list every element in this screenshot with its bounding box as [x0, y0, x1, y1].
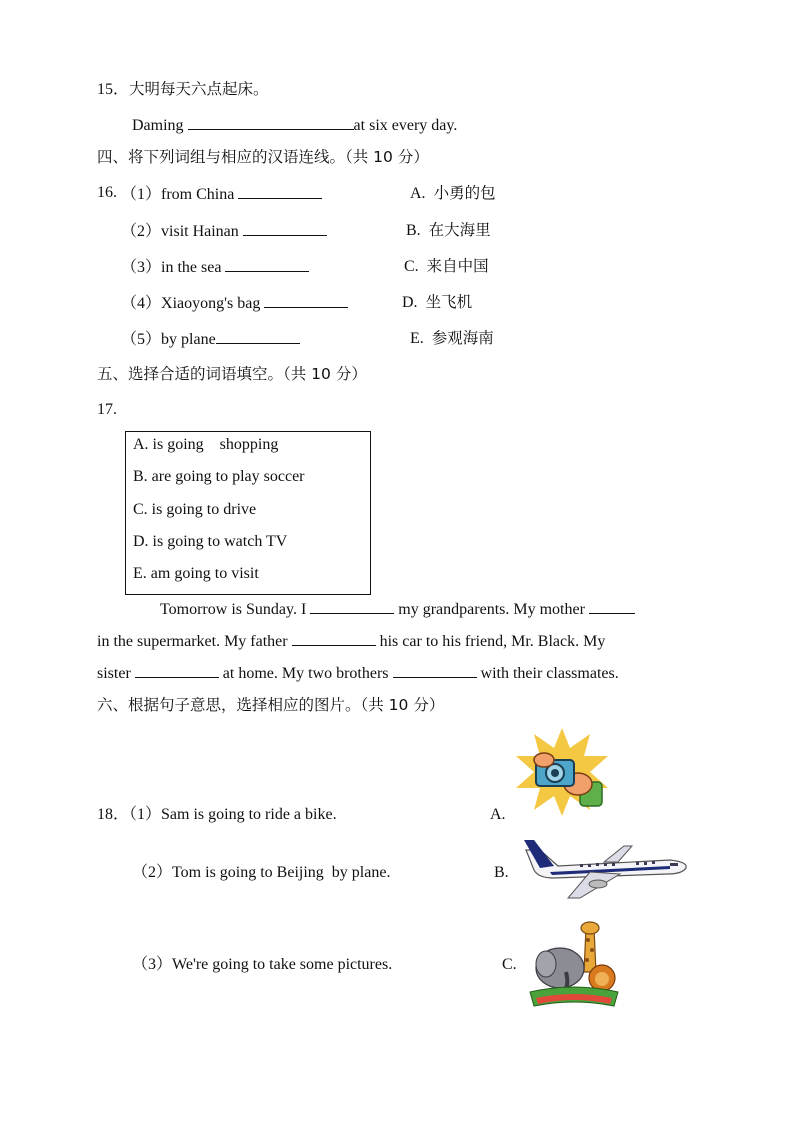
section4-heading: 四、将下列词组与相应的汉语连线。（共 10 分）	[97, 148, 429, 166]
giraffe-head	[581, 922, 599, 934]
item-text: in the sea	[161, 259, 222, 276]
answer-blank[interactable]	[310, 598, 394, 614]
passage-text: in the supermarket. My father	[97, 633, 292, 650]
zoo-animals-picture	[526, 918, 622, 1010]
picture-label-c: C.	[502, 956, 517, 973]
fingers-shape	[534, 753, 554, 767]
option-letter: E.	[410, 330, 424, 347]
word-bank-box	[125, 431, 371, 595]
answer-blank[interactable]	[188, 114, 354, 130]
option-letter: C.	[404, 258, 419, 275]
answer-blank[interactable]	[292, 630, 376, 646]
item-text: Xiaoyong's bag	[161, 295, 261, 312]
q15-suffix: at six every day.	[353, 117, 458, 134]
camera-picture	[514, 728, 610, 816]
match-left-1	[121, 183, 322, 205]
q16-number: 16.	[97, 184, 117, 201]
passage-text: Tomorrow is Sunday. I	[160, 601, 311, 618]
answer-blank[interactable]	[393, 662, 477, 678]
item-text: by plane	[161, 331, 216, 348]
passage-line-1	[160, 598, 635, 620]
q18-item-2	[132, 863, 390, 883]
passage-text: at home. My two brothers	[218, 665, 393, 682]
passage-line-2	[97, 630, 605, 652]
answer-blank[interactable]	[135, 662, 219, 678]
question-number: 15．	[97, 81, 130, 98]
match-right-e	[410, 328, 494, 349]
option-text: 坐飞机	[425, 293, 473, 311]
q15-line	[97, 79, 269, 100]
item-text: visit Hainan	[161, 223, 239, 240]
match-right-c	[404, 256, 489, 277]
picture-label-b: B.	[494, 864, 509, 881]
plane-wing-top	[604, 846, 632, 862]
match-right-a	[410, 183, 496, 204]
option-letter: B.	[406, 222, 421, 239]
item-num: （1）	[121, 186, 162, 203]
option-letter: A.	[410, 185, 426, 202]
item-num: （2）	[121, 223, 162, 240]
item-num: （3）	[121, 259, 162, 276]
option-text: 小勇的包	[433, 184, 496, 202]
match-left-2	[121, 220, 327, 242]
lion-face	[595, 972, 609, 986]
match-left-3	[121, 256, 309, 278]
item-text: from China	[161, 186, 235, 203]
item-text: Sam is going to ride a bike.	[161, 806, 337, 823]
airplane-picture	[520, 836, 692, 906]
word-bank-option-e: E. am going to visit	[133, 565, 259, 582]
item-num: （1）	[129, 806, 162, 823]
item-num: （2）	[132, 864, 173, 881]
item-num: （4）	[121, 295, 162, 312]
item-text: Tom is going to Beijing by plane.	[172, 864, 391, 881]
camera-lens-inner	[551, 769, 559, 777]
item-num: （5）	[121, 331, 162, 348]
word-bank-option-d: D. is going to watch TV	[133, 533, 288, 550]
picture-label-a: A.	[490, 806, 506, 823]
match-left-4	[121, 292, 348, 314]
option-text: 参观海南	[431, 329, 494, 347]
answer-blank[interactable]	[216, 328, 300, 344]
item-text: We're going to take some pictures.	[172, 956, 393, 973]
answer-blank[interactable]	[589, 598, 635, 614]
q18-item-1	[97, 805, 337, 825]
section6-heading: 六、根据句子意思，选择相应的图片。（共 10 分）	[97, 696, 445, 714]
answer-blank[interactable]	[264, 292, 348, 308]
passage-text: sister	[97, 665, 135, 682]
option-text: 在大海里	[428, 221, 491, 239]
passage-text: with their classmates.	[476, 665, 619, 682]
answer-blank[interactable]	[243, 220, 327, 236]
q18-item-3	[132, 955, 392, 975]
passage-text: my grandparents. My mother	[394, 601, 589, 618]
plane-engine	[589, 880, 607, 888]
answer-blank[interactable]	[238, 183, 322, 199]
section5-heading: 五、选择合适的词语填空。（共 10 分）	[97, 365, 367, 383]
elephant-ear	[536, 951, 556, 977]
question-number: 18．	[97, 806, 130, 823]
option-letter: D.	[402, 294, 418, 311]
word-bank-option-c: C. is going to drive	[133, 501, 257, 518]
match-right-d	[402, 292, 472, 313]
q15-prefix: Daming	[132, 117, 188, 134]
word-bank-option-b: B. are going to play soccer	[133, 468, 305, 485]
answer-blank[interactable]	[225, 256, 309, 272]
word-bank-option-a: A. is going shopping	[133, 436, 279, 453]
q15-answer-line	[132, 114, 457, 136]
q15-chinese: 大明每天六点起床。	[129, 80, 269, 98]
match-right-b	[406, 220, 491, 241]
passage-line-3	[97, 662, 619, 684]
option-text: 来自中国	[426, 257, 489, 275]
match-left-5	[121, 328, 300, 350]
q17-number: 17.	[97, 401, 117, 418]
item-num: （3）	[132, 956, 173, 973]
passage-text: his car to his friend, Mr. Black. My	[375, 633, 606, 650]
